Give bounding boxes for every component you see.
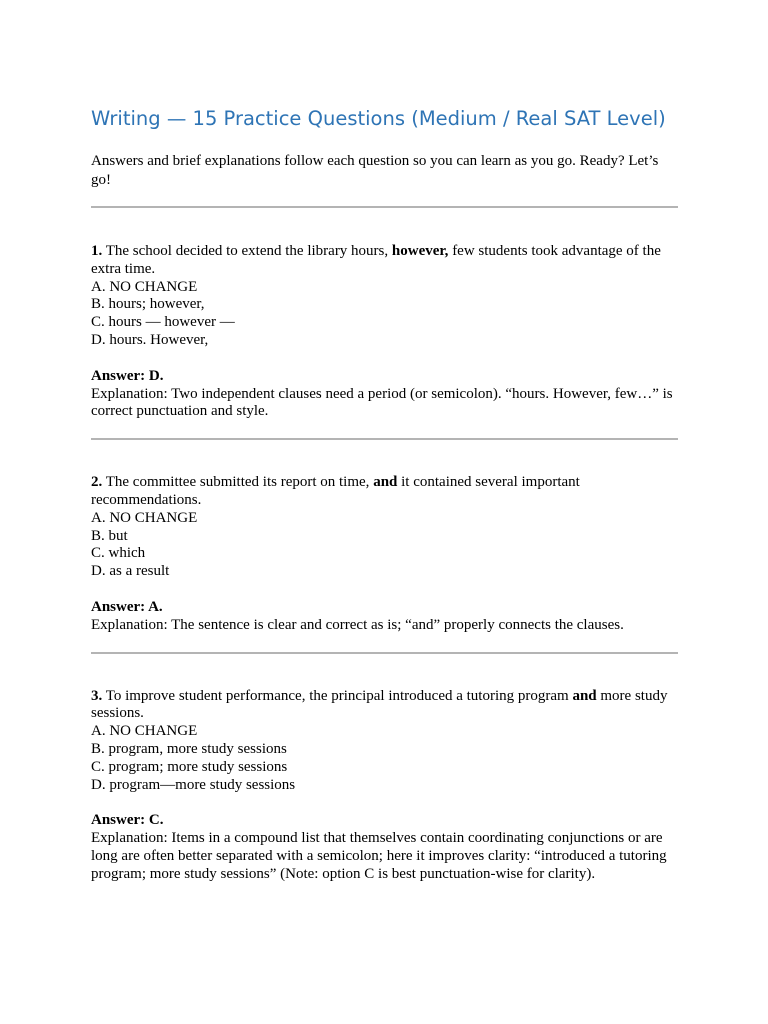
answer-options: [91, 723, 678, 794]
question-stem: [91, 688, 678, 724]
horizontal-divider: [91, 652, 678, 654]
stem-text: The school decided to extend the library hours,: [102, 243, 392, 259]
stem-keyword: however,: [391, 243, 449, 259]
option-b: B. program, more study sessions: [91, 740, 287, 757]
stem-keyword: and: [373, 474, 398, 491]
question-stem: [91, 474, 678, 510]
intro-paragraph: Answers and brief explanations follow each question so you can learn as you go. Ready? Let’s go!: [91, 153, 659, 188]
question-1: [91, 243, 678, 421]
stem-text: it contained several important recommendations.: [91, 474, 580, 508]
answer-explanation: Explanation: Two independent clauses need a period (or semicolon). “hours. However, few…” is correct punctuation and style.: [91, 385, 673, 420]
answer-options: [91, 279, 678, 350]
option-a: A. NO CHANGE: [91, 278, 198, 295]
option-d: D. program—more study sessions: [91, 776, 296, 793]
option-d: D. hours. However,: [91, 331, 209, 348]
question-stem: [91, 243, 678, 279]
option-c: C. program; more study sessions: [91, 758, 288, 775]
option-b: B. but: [91, 527, 128, 544]
answer-explanation: Explanation: Items in a compound list that themselves contain coordinating conjunctions or are long are often better separated with a semicolon; here it improves clarity: “introduced a tutoring program; more study sessions” (Note: option C is best punctuation-wise for clarity).: [91, 830, 667, 882]
answer-key: Answer: C.: [91, 812, 164, 829]
page-title: Writing — 15 Practice Questions (Medium / Real SAT Level): [91, 107, 666, 130]
question-number: 3.: [91, 687, 103, 704]
option-c: C. hours — however —: [91, 314, 235, 331]
option-c: C. which: [91, 545, 146, 562]
horizontal-divider: [91, 438, 678, 440]
stem-text: The committee submitted its report on time,: [102, 474, 374, 491]
answer-explanation: Explanation: The sentence is clear and correct as is; “and” properly connects the clauses.: [91, 616, 624, 633]
stem-text: more study sessions.: [91, 687, 668, 722]
option-b: B. hours; however,: [91, 296, 205, 313]
answer-key: Answer: D.: [91, 367, 164, 384]
option-d: D. as a result: [91, 563, 170, 580]
question-2: [91, 474, 678, 634]
answer-key: Answer: A.: [91, 598, 163, 615]
option-a: A. NO CHANGE: [91, 723, 198, 740]
question-number: 2.: [91, 474, 103, 491]
question-number: 1.: [91, 243, 103, 259]
option-a: A. NO CHANGE: [91, 509, 198, 526]
stem-text: To improve student performance, the principal introduced a tutoring program: [102, 687, 573, 704]
horizontal-divider: [91, 206, 678, 208]
stem-keyword: and: [572, 687, 597, 704]
document-page: [91, 106, 678, 884]
answer-options: [91, 510, 678, 581]
question-3: [91, 688, 678, 884]
stem-text: few students took advantage of the extra time.: [91, 243, 661, 277]
